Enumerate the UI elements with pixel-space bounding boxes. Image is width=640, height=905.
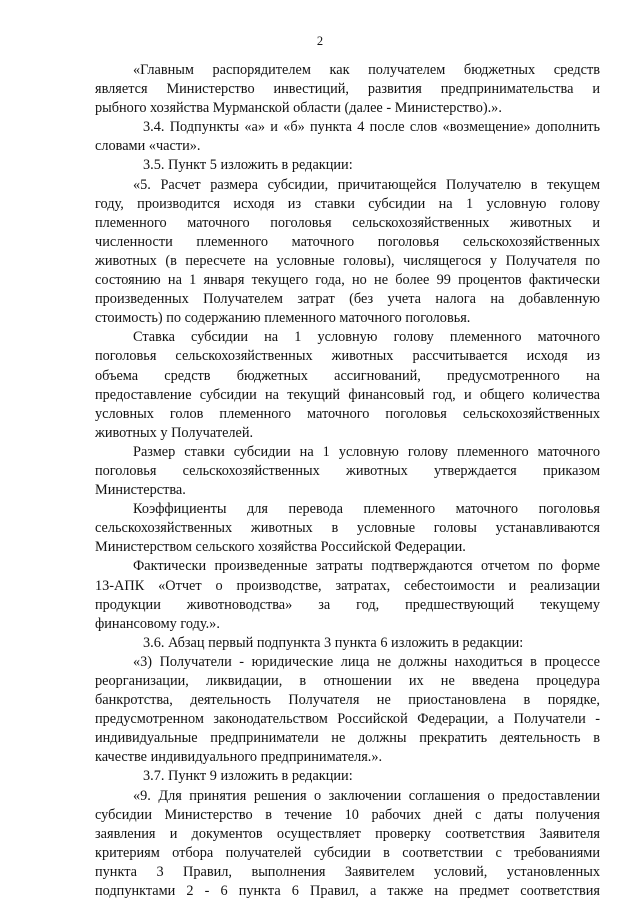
- text-line: произведенных Получателем затрат (без учета налога на добавленную: [95, 291, 600, 308]
- text-line: 13-АПК «Отчет о производстве, затратах, себестоимости и реализации: [95, 577, 600, 594]
- text-line: объема средств бюджетных ассигнований, предусмотренного на: [95, 367, 600, 384]
- text-line: подпунктами 2 - 6 пункта 6 Правил, а также на предмет соответствия: [95, 883, 600, 900]
- text-line: «9. Для принятия решения о заключении соглашения о предоставлении: [133, 787, 600, 804]
- text-line: 3.6. Абзац первый подпункта 3 пункта 6 изложить в редакции:: [143, 634, 524, 651]
- paragraph: [95, 634, 600, 653]
- text-line: критериям отбора получателей субсидии в соответствии с требованиями: [95, 844, 600, 861]
- text-line: финансовому году.».: [95, 615, 220, 632]
- text-line: году, производится исходя из ставки субсидии на 1 условную голову: [95, 195, 600, 212]
- text-line: 3.7. Пункт 9 изложить в редакции:: [143, 768, 353, 785]
- text-line: 3.5. Пункт 5 изложить в редакции:: [143, 157, 353, 174]
- text-line: Фактически произведенные затраты подтверждаются отчетом по форме: [133, 558, 600, 575]
- text-line: качестве индивидуального предпринимателя.».: [95, 749, 383, 766]
- text-line: животных (в пересчете на условные головы), числящегося у Получателя по: [95, 252, 600, 269]
- text-line: поголовья сельскохозяйственных животных рассчитывается исходя из: [95, 348, 600, 365]
- text-line: Коэффициенты для перевода племенного маточного поголовья: [133, 501, 600, 518]
- text-line: реорганизации, ликвидации, в отношении их не введена процедура: [95, 673, 600, 689]
- paragraph: [95, 328, 600, 443]
- text-line: Ставка субсидии на 1 условную голову племенного маточного: [133, 329, 600, 346]
- text-line: предусмотренном законодательством Российской Федерации, а Получатели -: [95, 711, 600, 728]
- text-line: индивидуальные предприниматели не должны прекратить деятельность в: [95, 730, 600, 747]
- text-line: численности племенного маточного поголовья сельскохозяйственных: [95, 233, 600, 250]
- text-line: животных у Получателей.: [95, 424, 254, 441]
- text-line: продукции животноводства» за год, предшествующий текущему: [95, 596, 600, 613]
- text-line: «5. Расчет размера субсидии, причитающейся Получателю в текущем: [133, 176, 600, 193]
- text-line: банкротства, деятельность Получателя не приостановлена в порядке,: [95, 692, 600, 709]
- text-line: словами «части».: [95, 138, 201, 155]
- page-number: 2: [316, 34, 324, 48]
- text-line: стоимость) по содержанию племенного маточного поголовья.: [95, 310, 471, 327]
- paragraph: [95, 118, 600, 156]
- paragraph: [95, 61, 600, 118]
- paragraph: [95, 767, 600, 786]
- paragraph: [95, 500, 600, 557]
- paragraph: [95, 176, 600, 329]
- text-line: заявления и документов осуществляет проверку соответствия Заявителя: [95, 825, 600, 842]
- text-line: пункта 3 Правил, выполнения Заявителем условий, установленных: [95, 863, 600, 880]
- paragraph: [95, 443, 600, 500]
- text-line: Министерства.: [95, 482, 186, 499]
- paragraph: [95, 156, 600, 175]
- text-line: рыбного хозяйства Мурманской области (далее - Министерство).».: [95, 100, 502, 117]
- text-line: предоставление субсидии на текущий финансовый год, и общего количества: [95, 386, 600, 403]
- text-line: субсидии Министерство в течение 10 рабочих дней с даты получения: [95, 806, 600, 823]
- text-line: «3) Получатели - юридические лица не должны находиться в процессе: [133, 653, 600, 670]
- document-body: [95, 61, 600, 901]
- text-line: Размер ставки субсидии на 1 условную голову племенного маточного: [133, 443, 600, 460]
- text-line: Министерством сельского хозяйства Российской Федерации.: [95, 539, 466, 556]
- paragraph: [95, 787, 600, 902]
- text-line: племенного маточного поголовья сельскохозяйственных животных и: [95, 214, 600, 231]
- text-line: состоянию на 1 января текущего года, но не более 99 процентов фактически: [95, 272, 600, 289]
- text-line: условных голов племенного маточного поголовья сельскохозяйственных: [95, 405, 600, 422]
- text-line: «Главным распорядителем как получателем бюджетных средств: [133, 62, 600, 78]
- text-line: является Министерство инвестиций, развития предпринимательства и: [95, 81, 600, 98]
- paragraph: [95, 653, 600, 768]
- text-line: сельскохозяйственных животных в условные головы устанавливаются: [95, 520, 600, 537]
- text-line: 3.4. Подпункты «а» и «б» пункта 4 после слов «возмещение» дополнить: [143, 119, 600, 136]
- text-line: поголовья сельскохозяйственных животных утверждается приказом: [95, 462, 600, 479]
- paragraph: [95, 557, 600, 633]
